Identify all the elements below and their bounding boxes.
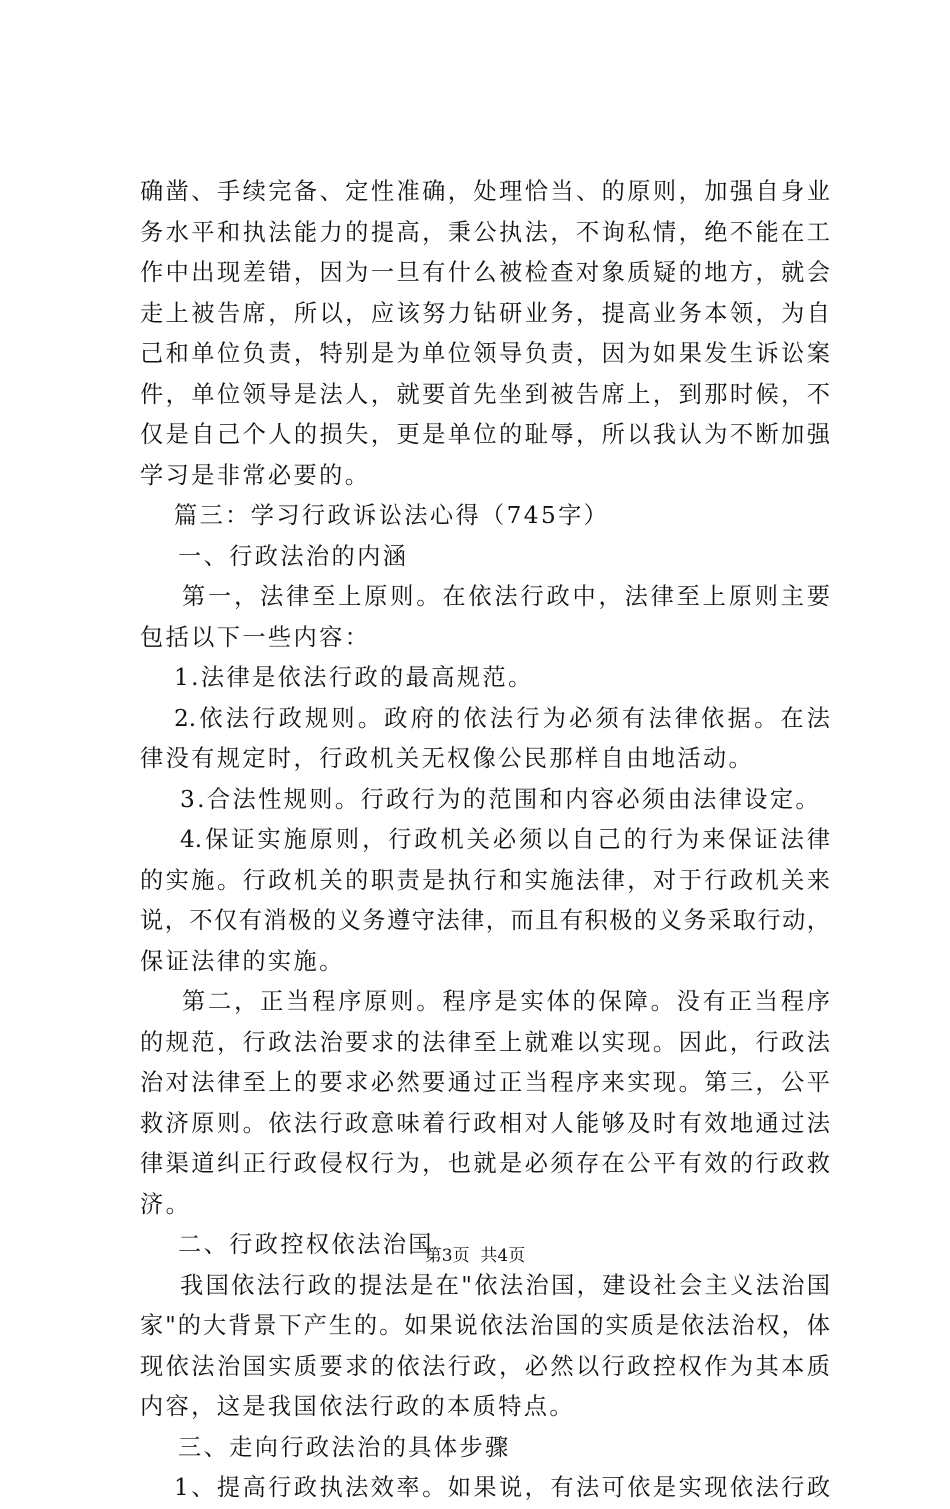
text-line: 己和单位负责，特别是为单位领导负责，因为如果发生诉讼案 [140, 340, 830, 367]
text-line: 一、行政法治的内涵 [178, 542, 409, 570]
text-line: 我国依法行政的提法是在"依法治国，建设社会主义法治国 [180, 1271, 830, 1299]
text-line: 济。 [140, 1190, 192, 1218]
text-line: 保证法律的实施。 [140, 947, 345, 975]
text-line: 4.保证实施原则，行政机关必须以自己的行为来保证法律 [180, 826, 830, 853]
text-line: 的规范，行政法治要求的法律至上就难以实现。因此，行政法 [140, 1028, 830, 1056]
text-line: 务水平和执法能力的提高，秉公执法，不询私情，绝不能在工 [140, 218, 830, 246]
text-line: 篇三：学习行政诉讼法心得（745字） [174, 502, 610, 529]
text-line: 说，不仅有消极的义务遵守法律，而且有积极的义务采取行动， [140, 907, 830, 934]
text-line: 确凿、手续完备、定性准确，处理恰当、的原则，加强自身业 [140, 178, 830, 205]
text-line: 二、行政控权依法治国 [178, 1231, 434, 1258]
text-line: 内容，这是我国依法行政的本质特点。 [140, 1393, 575, 1420]
text-line: 走上被告席，所以，应该努力钻研业务，提高业务本领，为自 [140, 299, 830, 327]
text-line: 家"的大背景下产生的。如果说依法治国的实质是依法治权，体 [140, 1312, 830, 1339]
text-line: 3.合法性规则。行政行为的范围和内容必须由法律设定。 [180, 785, 822, 813]
text-line: 三、走向行政法治的具体步骤 [178, 1433, 511, 1461]
text-line: 现依法治国实质要求的依法行政，必然以行政控权作为其本质 [140, 1352, 830, 1380]
text-line: 律渠道纠正行政侵权行为，也就是必须存在公平有效的行政救 [140, 1150, 830, 1177]
text-line: 1、提高行政执法效率。如果说，有法可依是实现依法行政 [174, 1474, 830, 1501]
text-line: 包括以下一些内容： [140, 623, 371, 651]
text-line: 件，单位领导是法人，就要首先坐到被告席上，到那时候，不 [140, 380, 830, 408]
text-line: 的实施。行政机关的职责是执行和实施法律，对于行政机关来 [140, 866, 830, 894]
text-line: 第一，法律至上原则。在依法行政中，法律至上原则主要 [182, 583, 830, 610]
text-line: 仅是自己个人的损失，更是单位的耻辱，所以我认为不断加强 [140, 421, 830, 448]
page-footer: 第3页 共4页 [424, 1246, 526, 1266]
document-body [140, 172, 830, 1509]
text-line: 学习是非常必要的。 [140, 461, 371, 489]
text-line: 律没有规定时，行政机关无权像公民那样自由地活动。 [140, 745, 755, 772]
text-line: 治对法律至上的要求必然要通过正当程序来实现。第三，公平 [140, 1069, 830, 1096]
text-line: 1.法律是依法行政的最高规范。 [174, 664, 534, 691]
text-line: 第二，正当程序原则。程序是实体的保障。没有正当程序 [182, 988, 830, 1015]
text-line: 2.依法行政规则。政府的依法行为必须有法律依据。在法 [174, 704, 830, 732]
text-line: 救济原则。依法行政意味着行政相对人能够及时有效地通过法 [140, 1109, 830, 1137]
text-line: 作中出现差错，因为一旦有什么被检查对象质疑的地方，就会 [140, 259, 830, 286]
